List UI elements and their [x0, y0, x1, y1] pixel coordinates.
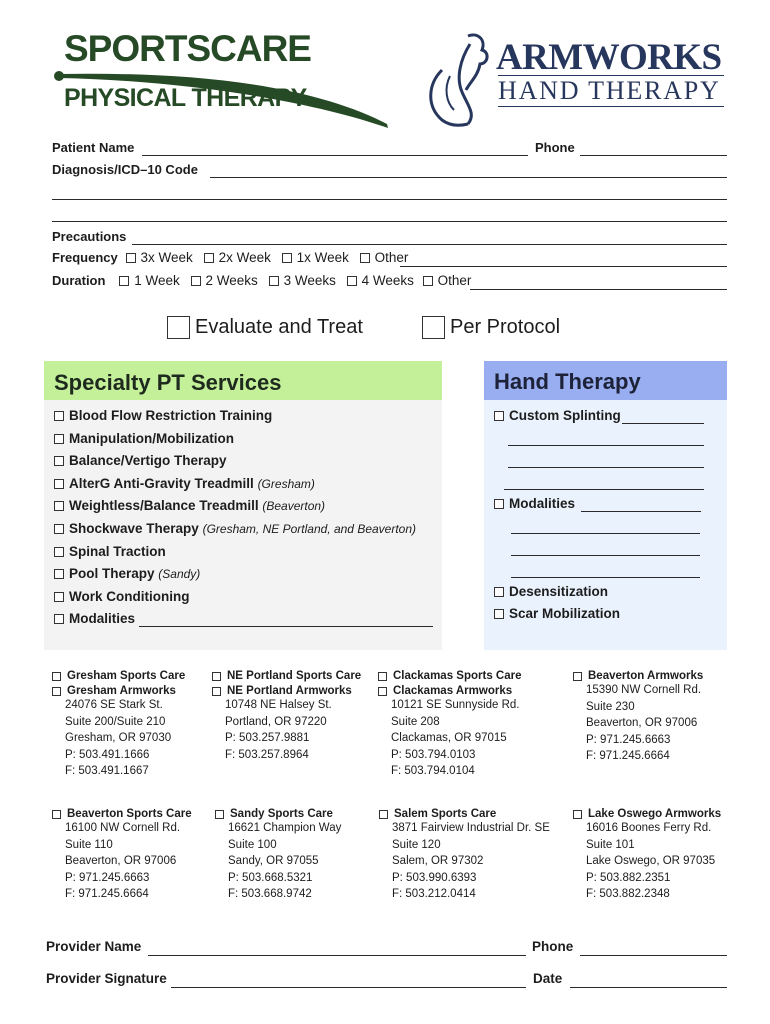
specialty-item[interactable]: Manipulation/Mobilization [54, 431, 416, 454]
duration-row [52, 273, 471, 288]
frequency-row [52, 250, 408, 265]
checkbox-icon [52, 810, 61, 819]
hand-modalities-field-2[interactable] [511, 533, 700, 534]
checkbox-icon [54, 547, 64, 557]
location-clackamas: Clackamas Sports Care Clackamas Armworks 10121 SE Sunnyside Rd. Suite 208 Clackamas, OR 97015 P: 503.794.0103 F: 503.794.0104 [378, 670, 521, 780]
hand-modalities-field-4[interactable] [511, 577, 700, 578]
checkbox-icon [54, 501, 64, 511]
checkbox-icon [54, 411, 64, 421]
location-sandy: Sandy Sports Care 16621 Champion Way Suite 100 Sandy, OR 97055 P: 503.668.5321 F: 503.668.9742 [215, 808, 341, 903]
checkbox-icon [204, 253, 214, 263]
provider-phone-label: Phone [532, 939, 574, 954]
location-beaverton-sports-care: Beaverton Sports Care 16100 NW Cornell Rd. Suite 110 Beaverton, OR 97006 P: 971.245.6663 F: 971.245.6664 [52, 808, 192, 903]
frequency-option-3x[interactable]: 3x Week [126, 250, 193, 265]
splinting-field-4[interactable] [504, 489, 704, 490]
provider-signature-field[interactable] [171, 987, 526, 988]
checkbox-icon [573, 810, 582, 819]
specialty-item[interactable]: Pool Therapy (Sandy) [54, 566, 416, 589]
checkbox-icon [54, 434, 64, 444]
specialty-item[interactable]: Blood Flow Restriction Training [54, 408, 416, 431]
specialty-header [44, 361, 442, 400]
sportscare-logo [52, 28, 392, 128]
location-checkbox[interactable]: Salem Sports Care [379, 808, 550, 820]
location-beaverton-armworks: Beaverton Armworks 15390 NW Cornell Rd. Suite 230 Beaverton, OR 97006 P: 971.245.6663 F: 971.245.6664 [573, 670, 703, 765]
specialty-item[interactable]: Modalities [54, 611, 416, 634]
precautions-field[interactable] [132, 244, 727, 245]
checkbox-icon [52, 687, 61, 696]
provider-phone-field[interactable] [580, 955, 727, 956]
duration-option-4[interactable]: 4 Weeks [347, 273, 414, 288]
specialty-panel [44, 361, 442, 650]
checkbox-icon [378, 672, 387, 681]
provider-signature-label: Provider Signature [46, 971, 167, 986]
duration-option-other[interactable]: Other [423, 273, 472, 288]
checkbox-icon [423, 276, 433, 286]
hand-modalities-field-3[interactable] [511, 555, 700, 556]
diagnosis-field-line-2[interactable] [52, 199, 727, 200]
physical-therapy-title: PHYSICAL THERAPY [64, 84, 307, 112]
checkbox-icon [494, 411, 504, 421]
hand-therapy-panel [484, 361, 727, 650]
location-checkbox[interactable]: Lake Oswego Armworks [573, 808, 721, 820]
checkbox-icon [494, 499, 504, 509]
checkbox-icon [573, 672, 582, 681]
location-checkbox[interactable]: Gresham Sports Care [52, 670, 185, 682]
specialty-item[interactable]: Shockwave Therapy (Gresham, NE Portland, and Beaverton) [54, 521, 416, 544]
splinting-field-2[interactable] [508, 445, 704, 446]
frequency-option-1x[interactable]: 1x Week [282, 250, 349, 265]
location-checkbox[interactable]: Clackamas Sports Care [378, 670, 521, 682]
duration-option-2[interactable]: 2 Weeks [191, 273, 258, 288]
scar-mobilization-option[interactable]: Scar Mobilization [494, 606, 620, 621]
checkbox-icon [269, 276, 279, 286]
frequency-option-other[interactable]: Other [360, 250, 409, 265]
per-protocol-option[interactable]: Per Protocol [422, 316, 560, 339]
sportscare-title: SPORTSCARE [64, 28, 311, 69]
checkbox-icon [212, 672, 221, 681]
patient-name-label: Patient Name [52, 140, 135, 155]
hand-therapy-header [484, 361, 727, 400]
location-lake-oswego: Lake Oswego Armworks 16016 Boones Ferry Rd. Suite 101 Lake Oswego, OR 97035 P: 503.882.2351 F: 503.882.2348 [573, 808, 721, 903]
diagnosis-field[interactable] [210, 177, 727, 178]
patient-phone-label: Phone [535, 140, 575, 155]
checkbox-icon [282, 253, 292, 263]
checkbox-icon [347, 276, 357, 286]
evaluate-and-treat-option[interactable]: Evaluate and Treat [167, 316, 363, 339]
specialty-list [54, 408, 416, 634]
location-ne-portland: NE Portland Sports Care NE Portland Armworks 10748 NE Halsey St. Portland, OR 97220 P: 503.257.9881 F: 503.257.8964 [212, 670, 361, 763]
diagnosis-field-line-3[interactable] [52, 221, 727, 222]
checkbox-icon [54, 614, 64, 624]
provider-name-field[interactable] [148, 955, 526, 956]
location-checkbox[interactable]: Beaverton Armworks [573, 670, 703, 682]
checkbox-icon [494, 587, 504, 597]
checkbox-icon [422, 316, 445, 339]
checkbox-icon [215, 810, 224, 819]
location-gresham: Gresham Sports Care Gresham Armworks 24076 SE Stark St. Suite 200/Suite 210 Gresham, OR 97030 P: 503.491.1666 F: 503.491.1667 [52, 670, 185, 780]
custom-splinting-option[interactable]: Custom Splinting [494, 408, 621, 423]
checkbox-icon [126, 253, 136, 263]
location-checkbox[interactable]: Beaverton Sports Care [52, 808, 192, 820]
hand-therapy-title: HAND THERAPY [498, 76, 721, 105]
specialty-item[interactable]: Balance/Vertigo Therapy [54, 453, 416, 476]
specialty-item[interactable]: Spinal Traction [54, 544, 416, 567]
checkbox-icon [378, 687, 387, 696]
duration-other-field[interactable] [470, 289, 727, 290]
checkbox-icon [212, 687, 221, 696]
specialty-item[interactable]: AlterG Anti-Gravity Treadmill (Gresham) [54, 476, 416, 499]
hand-modalities-field-1[interactable] [581, 511, 701, 512]
armworks-logo [420, 30, 730, 128]
provider-date-field[interactable] [570, 987, 727, 988]
checkbox-icon [119, 276, 129, 286]
patient-phone-field[interactable] [580, 155, 727, 156]
location-checkbox[interactable]: Gresham Armworks [52, 685, 185, 697]
splinting-field-1[interactable] [622, 423, 704, 424]
checkbox-icon [54, 524, 64, 534]
provider-date-label: Date [533, 971, 563, 986]
armworks-underline-bottom [498, 106, 724, 107]
armworks-title: ARMWORKS [496, 37, 722, 78]
frequency-label: Frequency [52, 250, 118, 265]
specialty-modalities-field[interactable] [139, 626, 433, 627]
checkbox-icon [379, 810, 388, 819]
precautions-label: Precautions [52, 229, 127, 244]
splinting-field-3[interactable] [508, 467, 704, 468]
frequency-option-2x[interactable]: 2x Week [204, 250, 271, 265]
duration-label: Duration [52, 273, 106, 288]
hand-therapy-title: Hand Therapy [494, 369, 641, 394]
checkbox-icon [191, 276, 201, 286]
checkbox-icon [54, 592, 64, 602]
checkbox-icon [54, 456, 64, 466]
checkbox-icon [52, 672, 61, 681]
diagnosis-label: Diagnosis/ICD–10 Code [52, 162, 198, 177]
location-salem: Salem Sports Care 3871 Fairview Industrial Dr. SE Suite 120 Salem, OR 97302 P: 503.990.6393 F: 503.212.0414 [379, 808, 550, 903]
duration-option-1[interactable]: 1 Week [119, 273, 180, 288]
location-checkbox[interactable]: NE Portland Armworks [212, 685, 361, 697]
provider-name-label: Provider Name [46, 939, 142, 954]
specialty-item[interactable]: Work Conditioning [54, 589, 416, 612]
checkbox-icon [167, 316, 190, 339]
checkbox-icon [54, 569, 64, 579]
frequency-other-field[interactable] [400, 266, 727, 267]
patient-name-field[interactable] [142, 155, 528, 156]
hand-modalities-option[interactable]: Modalities [494, 496, 575, 511]
location-checkbox[interactable]: Sandy Sports Care [215, 808, 341, 820]
duration-option-3[interactable]: 3 Weeks [269, 273, 336, 288]
hand-sculpture-icon [420, 30, 500, 128]
checkbox-icon [54, 479, 64, 489]
checkbox-icon [360, 253, 370, 263]
location-checkbox[interactable]: NE Portland Sports Care [212, 670, 361, 682]
desensitization-option[interactable]: Desensitization [494, 584, 608, 599]
specialty-title: Specialty PT Services [54, 370, 282, 395]
specialty-item[interactable]: Weightless/Balance Treadmill (Beaverton) [54, 498, 416, 521]
location-checkbox[interactable]: Clackamas Armworks [378, 685, 521, 697]
checkbox-icon [494, 609, 504, 619]
